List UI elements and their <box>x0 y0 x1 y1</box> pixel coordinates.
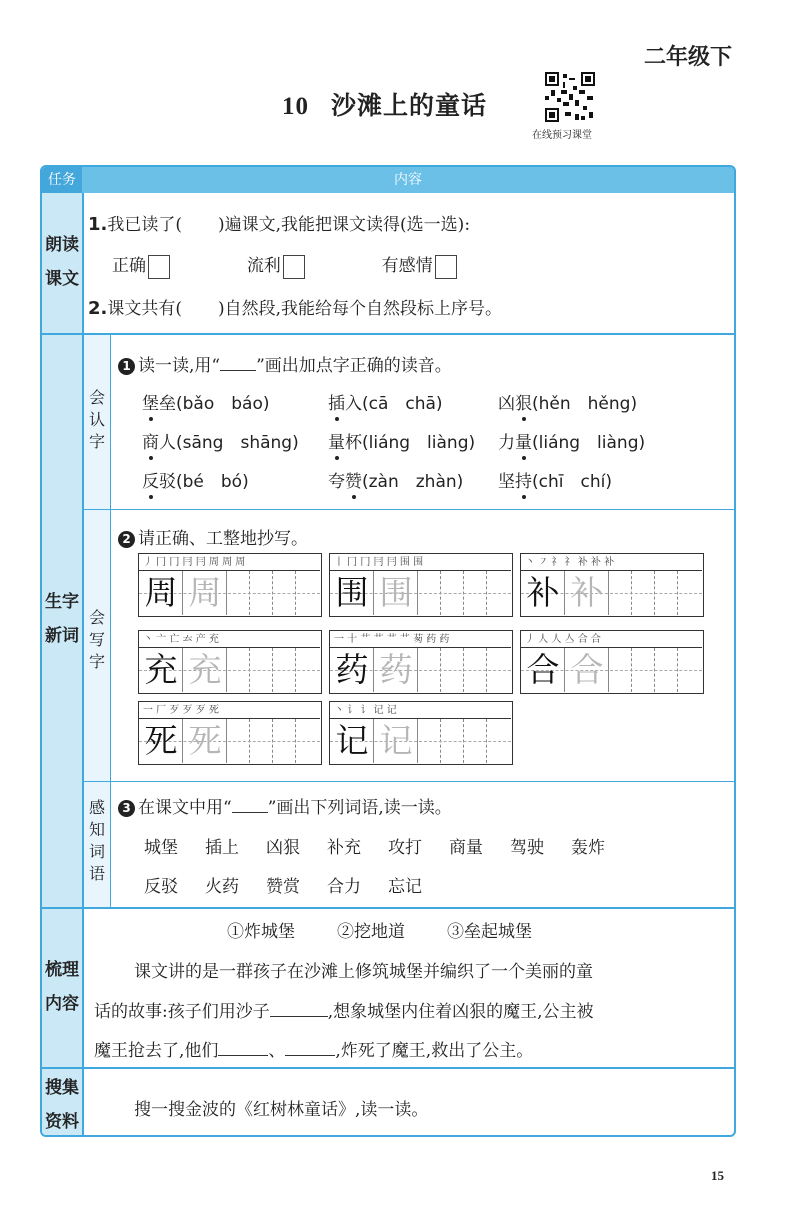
model-character: 记 <box>335 721 369 760</box>
pinyin-options[interactable]: (hěn hěng) <box>532 394 638 414</box>
vocab-word: 忘记 <box>388 877 422 897</box>
pinyin-item: 凶狠(hěn hěng) <box>498 394 638 414</box>
sort-options: ①炸城堡 ②挖地道 ③垒起城堡 <box>227 922 532 942</box>
pinyin-item: 反驳(bé bó) <box>142 472 249 492</box>
stroke-order: 丶 ㇇ 礻 礻 补 补 补 <box>521 554 702 571</box>
vocab-word: 商量 <box>449 838 483 858</box>
trace-character: 药 <box>379 650 413 689</box>
trace-character: 记 <box>379 721 413 760</box>
label-read: 朗读 课文 <box>45 235 79 289</box>
stroke-order: 丶 讠 讠 记 记 <box>330 702 511 719</box>
lesson-name: 沙滩上的童话 <box>331 91 488 120</box>
writing-block <box>138 701 322 765</box>
fill-blank[interactable] <box>285 1055 335 1056</box>
writing-block <box>329 701 513 765</box>
sub-row-divider <box>84 781 734 782</box>
vocab-word: 轰炸 <box>571 838 605 858</box>
vocab-word: 合力 <box>327 877 361 897</box>
sublabel-perceive: 感 知 词 语 <box>88 798 105 883</box>
pinyin-options[interactable]: (bǎo báo) <box>176 394 270 414</box>
checkbox-emotion[interactable] <box>435 255 457 279</box>
vocab-word: 火药 <box>205 877 239 897</box>
writing-block <box>329 630 513 694</box>
writing-block <box>520 630 704 694</box>
collect-text: 搜一搜金波的《红树林童话》,读一读。 <box>134 1100 429 1120</box>
row-divider <box>42 1067 734 1069</box>
word-list-row1 <box>144 833 632 858</box>
fill-blank[interactable] <box>270 1016 328 1017</box>
option-correct: 正确 <box>112 256 170 276</box>
checkbox-correct[interactable] <box>148 255 170 279</box>
vocab-word: 城堡 <box>144 838 178 858</box>
fill-blank[interactable] <box>218 1055 268 1056</box>
row-divider <box>42 907 734 909</box>
trace-character: 补 <box>570 573 604 612</box>
row-divider <box>42 333 734 335</box>
write-instruction: 2 请正确、工整地抄写。 <box>118 524 308 549</box>
pinyin-options[interactable]: (chī chí) <box>532 472 612 492</box>
trace-character: 充 <box>188 650 222 689</box>
header-content: 内容 <box>82 167 734 193</box>
table-header <box>42 167 734 193</box>
checkbox-fluent[interactable] <box>283 255 305 279</box>
summary-line1: 课文讲的是一群孩子在沙滩上修筑城堡并编织了一个美丽的童 <box>134 962 593 982</box>
page-number: 15 <box>711 1168 724 1183</box>
sub-row-divider <box>84 509 734 510</box>
pinyin-item: 商人(sāng shāng) <box>142 433 299 453</box>
option-fluent: 流利 <box>247 256 305 276</box>
sublabel-write: 会 写 字 <box>88 608 105 671</box>
trace-character: 周 <box>188 573 222 612</box>
pinyin-item: 插入(cā chā) <box>328 394 443 414</box>
vocab-word: 反驳 <box>144 877 178 897</box>
trace-character: 死 <box>188 721 222 760</box>
stroke-order: 一 十 艹 艹 艹 艹 茐 药 药 <box>330 631 511 648</box>
pinyin-options[interactable]: (liáng liàng) <box>362 433 476 453</box>
question-2: 2.课文共有( )自然段,我能给每个自然段标上序号。 <box>88 298 503 319</box>
pinyin-item: 堡垒(bǎo báo) <box>142 394 270 414</box>
vocab-word: 插上 <box>205 838 239 858</box>
header-task: 任务 <box>48 172 76 188</box>
vocab-word: 赞赏 <box>266 877 300 897</box>
pinyin-item: 坚持(chī chí) <box>498 472 612 492</box>
recognize-instruction: 1 读一读,用“ ”画出加点字正确的读音。 <box>118 351 452 376</box>
model-character: 药 <box>335 650 369 689</box>
question-1: 1.我已读了( )遍课文,我能把课文读得(选一选): <box>88 214 471 235</box>
summary-line3: 魔王抢去了,他们 、 ,炸死了魔王,救出了公主。 <box>94 1041 534 1061</box>
model-character: 周 <box>144 573 178 612</box>
qr-caption: 在线预习课堂 <box>532 130 592 141</box>
stroke-order: 丿 冂 冂 冃 冃 周 周 周 <box>139 554 320 571</box>
model-character: 合 <box>526 650 560 689</box>
lesson-title <box>282 86 487 122</box>
writing-block <box>520 553 704 617</box>
pinyin-item: 夸赞(zàn zhàn) <box>328 472 464 492</box>
label-sort: 梳理 内容 <box>45 960 79 1014</box>
writing-block <box>138 553 322 617</box>
pinyin-options[interactable]: (bé bó) <box>176 472 249 492</box>
writing-block <box>329 553 513 617</box>
vocab-word: 驾驶 <box>510 838 544 858</box>
sub-divider <box>110 335 111 907</box>
option-emotion: 有感情 <box>382 256 457 276</box>
pinyin-item: 力量(liáng liàng) <box>498 433 646 453</box>
label-collect: 搜集 资料 <box>45 1078 79 1132</box>
pinyin-item: 量杯(liáng liàng) <box>328 433 476 453</box>
pinyin-options[interactable]: (sāng shāng) <box>176 433 299 453</box>
trace-character: 合 <box>570 650 604 689</box>
grade-label: 二年级下 <box>643 45 732 70</box>
pinyin-options[interactable]: (zàn zhàn) <box>362 472 464 492</box>
stroke-order: 丿 人 人 亼 合 合 <box>521 631 702 648</box>
stroke-order: 一 厂 歹 歹 歹 死 <box>139 702 320 719</box>
pinyin-options[interactable]: (cā chā) <box>362 394 443 414</box>
model-character: 充 <box>144 650 178 689</box>
worksheet-table <box>40 165 736 1137</box>
stroke-order: 丶 亠 亡 𠫓 产 充 <box>139 631 320 648</box>
stroke-order: 丨 冂 冂 冃 冃 围 围 <box>330 554 511 571</box>
writing-block <box>138 630 322 694</box>
model-character: 围 <box>335 573 369 612</box>
lesson-number: 10 <box>282 93 309 120</box>
pinyin-options[interactable]: (liáng liàng) <box>532 433 646 453</box>
sublabel-recognize: 会 认 字 <box>88 388 105 451</box>
summary-line2: 话的故事:孩子们用沙子 ,想象城堡内住着凶狠的魔王,公主被 <box>94 1002 594 1022</box>
perceive-instruction: 3 在课文中用“ ”画出下列词语,读一读。 <box>118 793 452 818</box>
vocab-word: 凶狠 <box>266 838 300 858</box>
word-list-row2 <box>144 872 449 897</box>
vocab-word: 攻打 <box>388 838 422 858</box>
model-character: 死 <box>144 721 178 760</box>
trace-character: 围 <box>379 573 413 612</box>
label-words: 生字 新词 <box>45 592 79 646</box>
qr-code-icon[interactable] <box>545 72 595 122</box>
model-character: 补 <box>526 573 560 612</box>
vocab-word: 补充 <box>327 838 361 858</box>
read-options <box>112 251 457 279</box>
